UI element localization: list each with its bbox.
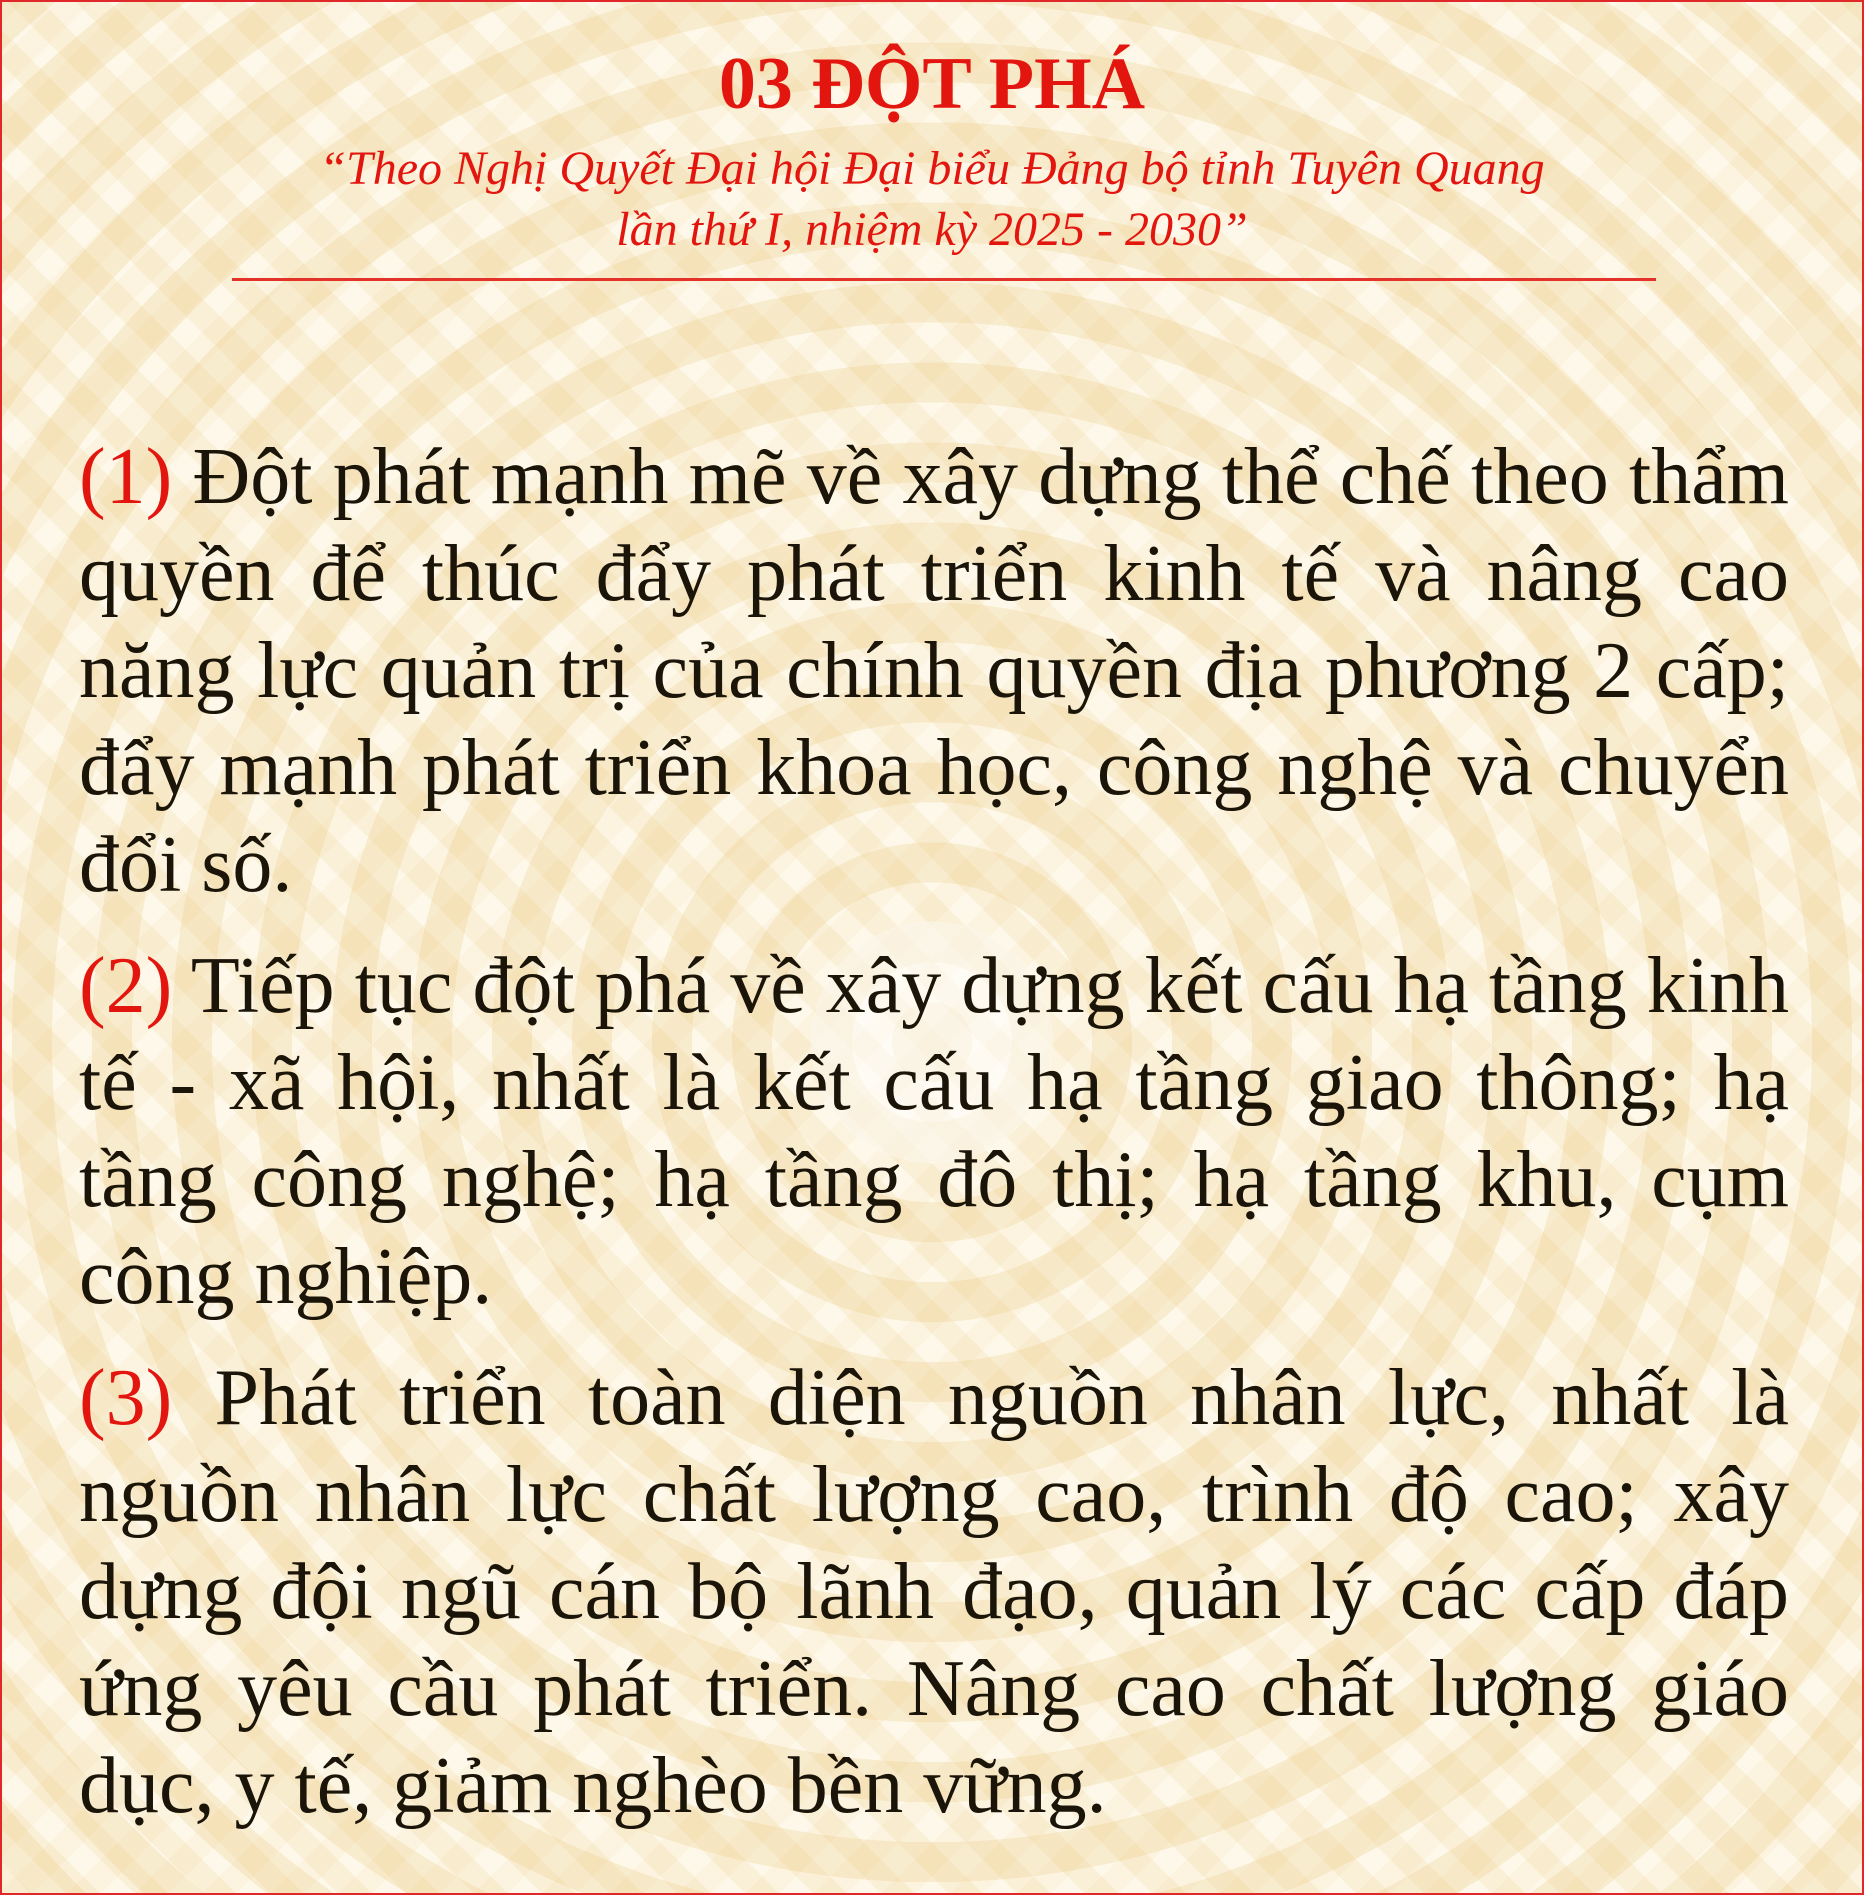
breakthrough-item-1 [79,429,1789,914]
page-title: 03 ĐỘT PHÁ [718,43,1146,125]
item-text: Đột phát mạnh mẽ về xây dựng thể chế theo thẩm quyền để thúc đẩy phát triển kinh tế và nâng cao năng lực quản trị của chính quyền địa phương 2 cấp; đẩy mạnh phát triển khoa học, công nghệ và chuyển đổi số. [79,433,1789,909]
item-number: (3) [79,1354,173,1442]
breakthrough-item-2 [79,938,1789,1326]
item-number: (2) [79,942,173,1030]
subtitle-line-1: “Theo Nghị Quyết Đại hội Đại biểu Đảng bộ tỉnh Tuyên Quang [319,142,1545,195]
item-text: Tiếp tục đột phá về xây dựng kết cấu hạ tầng kinh tế - xã hội, nhất là kết cấu hạ tầng giao thông; hạ tầng công nghệ; hạ tầng đô thị; hạ tầng khu, cụm công nghiệp. [79,942,1789,1321]
subtitle [0,138,1864,260]
item-number: (1) [79,433,173,521]
breakthrough-list [79,429,1789,1859]
divider [232,278,1656,281]
subtitle-line-2: lần thứ I, nhiệm kỳ 2025 - 2030” [616,203,1248,256]
breakthrough-item-3 [79,1350,1789,1835]
item-text: Phát triển toàn diện nguồn nhân lực, nhất là nguồn nhân lực chất lượng cao, trình độ cao; xây dựng đội ngũ cán bộ lãnh đạo, quản lý các cấp đáp ứng yêu cầu phát triển. Nâng cao chất lượng giáo dục, y tế, giảm nghèo bền vững. [79,1354,1789,1830]
